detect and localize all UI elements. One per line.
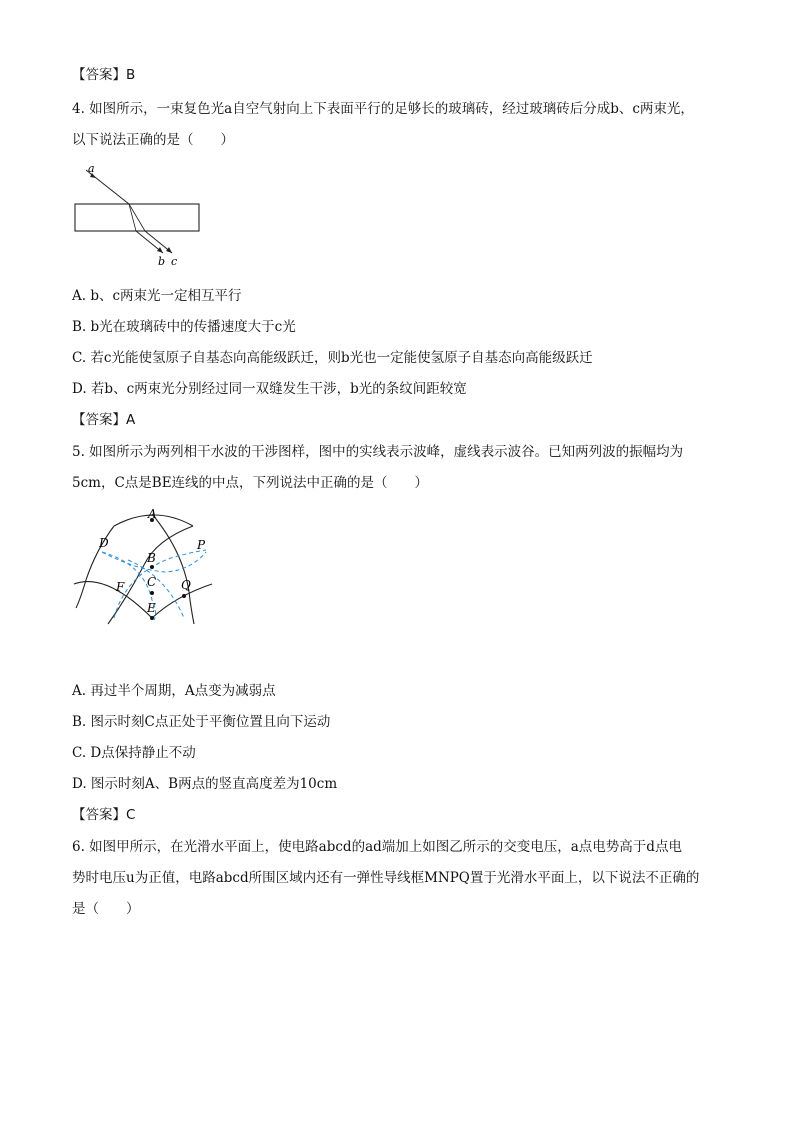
crest-arc-right [152, 514, 194, 624]
trough-arc-left-lower [114, 550, 206, 618]
q5-stem-line2: 5cm，C点是BE连线的中点，下列说法中正确的是（ ） [72, 475, 429, 491]
q4-stem-line1: 4. 如图所示，一束复色光a自空气射向上下表面平行的足够长的玻璃砖，经过玻璃砖后分成b、c两束光， [72, 101, 694, 117]
label-Q: Q [181, 578, 191, 592]
answer-q4: 【答案】A [72, 412, 136, 428]
crest-arc-bottom [74, 582, 212, 618]
q4-glass-slab-figure [70, 160, 210, 272]
q4-option-b: B. b光在玻璃砖中的传播速度大于c光 [72, 319, 296, 335]
answer-q5: 【答案】C [72, 807, 136, 823]
q6-stem-line2: 势时电压u为正值，电路abcd所围区域内还有一弹性导线框MNPQ置于光滑水平面上，以下说法不正确的 [72, 870, 700, 886]
label-C: C [147, 575, 157, 589]
point-b [150, 565, 154, 569]
label-B: B [147, 551, 156, 565]
q5-interference-figure [66, 500, 216, 640]
q5-option-d: D. 图示时刻A、B两点的竖直高度差为10cm [72, 776, 338, 792]
point-e [150, 616, 154, 620]
q4-option-d: D. 若b、c两束光分别经过同一双缝发生干涉，b光的条纹间距较宽 [72, 381, 467, 397]
answer-q3: 【答案】B [72, 67, 136, 83]
q5-option-a: A. 再过半个周期，A点变为减弱点 [72, 683, 276, 699]
label-D: D [99, 536, 109, 550]
ray-b-arrow [157, 247, 163, 253]
label-F: F [116, 580, 125, 594]
ray-c-arrow [166, 247, 172, 253]
label-E: E [147, 601, 156, 615]
refracted-ray-b [129, 204, 136, 231]
refracted-ray-c [129, 204, 145, 231]
q6-stem-line3: 是（ ） [72, 901, 140, 917]
q4-stem-line2: 以下说法正确的是（ ） [72, 132, 234, 148]
point-c [150, 591, 154, 595]
label-A: A [148, 507, 157, 521]
q4-option-a: A. b、c两束光一定相互平行 [72, 288, 242, 304]
q5-option-c: C. D点保持静止不动 [72, 745, 196, 761]
label-P: P [197, 538, 206, 552]
q4-option-c: C. 若c光能使氢原子自基态向高能级跃迁，则b光也一定能使氢原子自基态向高能级跃迁 [72, 350, 593, 366]
q6-stem-line1: 6. 如图甲所示，在光滑水平面上，使电路abcd的ad端加上如图乙所示的交变电压，a点电势高于d点电 [72, 839, 682, 855]
label-a: a [88, 162, 95, 175]
trough-arc-right-lower [128, 560, 184, 618]
q5-stem-line1: 5. 如图所示为两列相干水波的干涉图样，图中的实线表示波峰，虚线表示波谷。已知两列波的振幅均为 [72, 444, 684, 460]
label-b: b [158, 255, 166, 268]
label-c: c [171, 255, 178, 268]
q5-option-b: B. 图示时刻C点正处于平衡位置且向下运动 [72, 714, 331, 730]
point-q [182, 594, 186, 598]
